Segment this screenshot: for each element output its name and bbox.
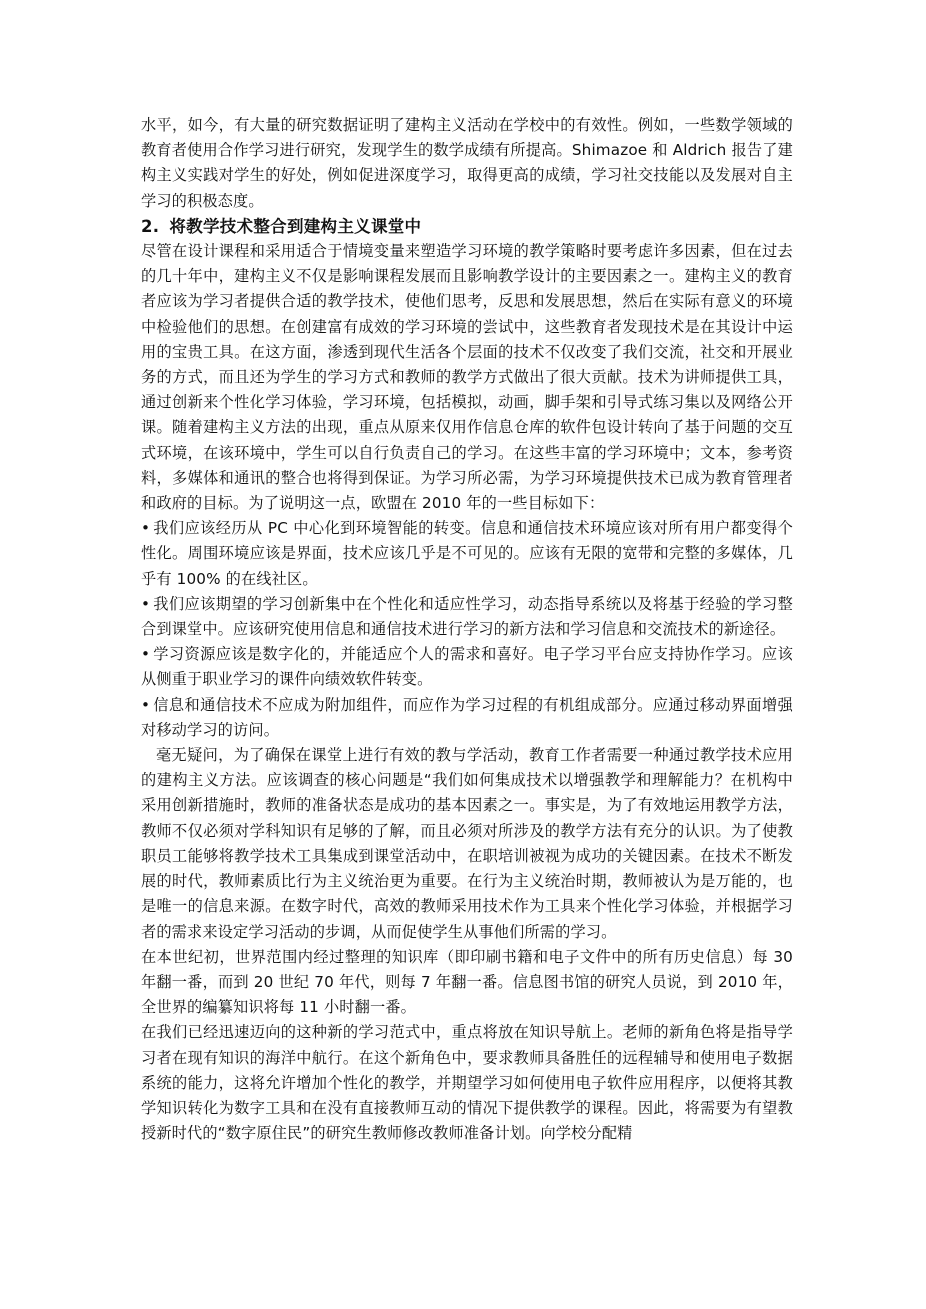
bullet-marker: •: [141, 519, 151, 538]
bullet-marker: •: [141, 645, 151, 664]
bullet-item: [141, 516, 793, 592]
bullet-marker: •: [141, 594, 151, 613]
body-paragraph-3: 在本世纪初，世界范围内经过整理的知识库（即印刷书籍和电子文件中的所有历史信息）每 30 年翻一番，而到 20 世纪 70 年代，则每 7 年翻一番。信息图书馆的研究人员说，到 2010 年，全世界的编纂知识将每 11 小时翻一番。: [141, 947, 793, 1017]
bullet-text: 学习资源应该是数字化的，并能适应个人的需求和喜好。电子学习平台应支持协作学习。应该从侧重于职业学习的课件向绩效软件转变。: [141, 645, 793, 689]
body-paragraph-2: 毫无疑问，为了确保在课堂上进行有效的教与学活动，教育工作者需要一种通过教学技术应用的建构主义方法。应该调查的核心问题是“我们如何集成技术以增强教学和理解能力？在机构中采用创新措施时，教师的准备状态是成功的基本因素之一。事实是，为了有效地运用教学方法，教师不仅必须对学科知识有足够的了解，而且必须对所涉及的教学方法有充分的认识。为了使教职员工能够将教学技术工具集成到课堂活动中，在职培训被视为成功的关键因素。在技术不断发展的时代，教师素质比行为主义统治更为重要。在行为主义统治时期，教师被认为是万能的，也是唯一的信息来源。在数字时代，高效的教师采用技术作为工具来个性化学习体验，并根据学习者的需求来设定学习活动的步调，从而促使学生从事他们所需的学习。: [141, 746, 793, 941]
document-page: [141, 113, 793, 1146]
section-title: 将教学技术整合到建构主义课堂中: [169, 216, 422, 236]
bullet-item: [141, 693, 793, 743]
body-paragraph-1: 尽管在设计课程和采用适合于情境变量来塑造学习环境的教学策略时要考虑许多因素，但在过去的几十年中，建构主义不仅是影响课程发展而且影响教学设计的主要因素之一。建构主义的教育者应该为学习者提供合适的教学技术，使他们思考，反思和发展思想，然后在实际有意义的环境中检验他们的思想。在创建富有成效的学习环境的尝试中，这些教育者发现技术是在其设计中运用的宝贵工具。在这方面，渗透到现代生活各个层面的技术不仅改变了我们交流，社交和开展业务的方式，而且还为学生的学习方式和教师的教学方式做出了很大贡献。技术为讲师提供工具，通过创新来个性化学习体验，学习环境，包括模拟，动画，脚手架和引导式练习集以及网络公开课。随着建构主义方法的出现，重点从原来仅用作信息仓库的软件包设计转向了基于问题的交互式环境，在该环境中，学生可以自行负责自己的学习。在这些丰富的学习环境中；文本，参考资料，多媒体和通讯的整合也将得到保证。为学习所必需，为学习环境提供技术已成为教育管理者和政府的目标。为了说明这一点，欧盟在 2010 年的一些目标如下：: [141, 242, 793, 513]
section-number: 2.: [141, 216, 160, 236]
bullet-marker: •: [141, 695, 151, 714]
body-paragraph-4: 在我们已经迅速迈向的这种新的学习范式中，重点将放在知识导航上。老师的新角色将是指导学习者在现有知识的海洋中航行。在这个新角色中，要求教师具备胜任的远程辅导和使用电子数据系统的能力，这将允许增加个性化的教学，并期望学习如何使用电子软件应用程序，以便将其教学知识转化为数字工具和在没有直接教师互动的情况下提供教学的课程。因此，将需要为有望教授新时代的“数字原住民”的研究生教师修改教师准备计划。向学校分配精: [141, 1023, 793, 1143]
intro-paragraph: 水平，如今，有大量的研究数据证明了建构主义活动在学校中的有效性。例如，一些数学领域的教育者使用合作学习进行研究，发现学生的数学成绩有所提高。Shimazoe 和 Aldrich 报告了建构主义实践对学生的好处，例如促进深度学习，取得更高的成绩，学习社交技能以及发展对自主学习的积极态度。: [141, 116, 793, 210]
section-heading: [141, 214, 793, 239]
bullet-text: 信息和通信技术不应成为附加组件，而应作为学习过程的有机组成部分。应通过移动界面增强对移动学习的访问。: [141, 695, 793, 739]
bullet-text: 我们应该期望的学习创新集中在个性化和适应性学习，动态指导系统以及将基于经验的学习整合到课堂中。应该研究使用信息和通信技术进行学习的新方法和学习信息和交流技术的新途径。: [141, 594, 793, 639]
bullet-text: 我们应该经历从 PC 中心化到环境智能的转变。信息和通信技术环境应该对所有用户都变得个性化。周围环境应该是界面，技术应该几乎是不可见的。应该有无限的宽带和完整的多媒体，几乎有 100% 的在线社区。: [141, 519, 793, 588]
bullet-item: [141, 642, 793, 692]
bullet-item: [141, 592, 793, 642]
